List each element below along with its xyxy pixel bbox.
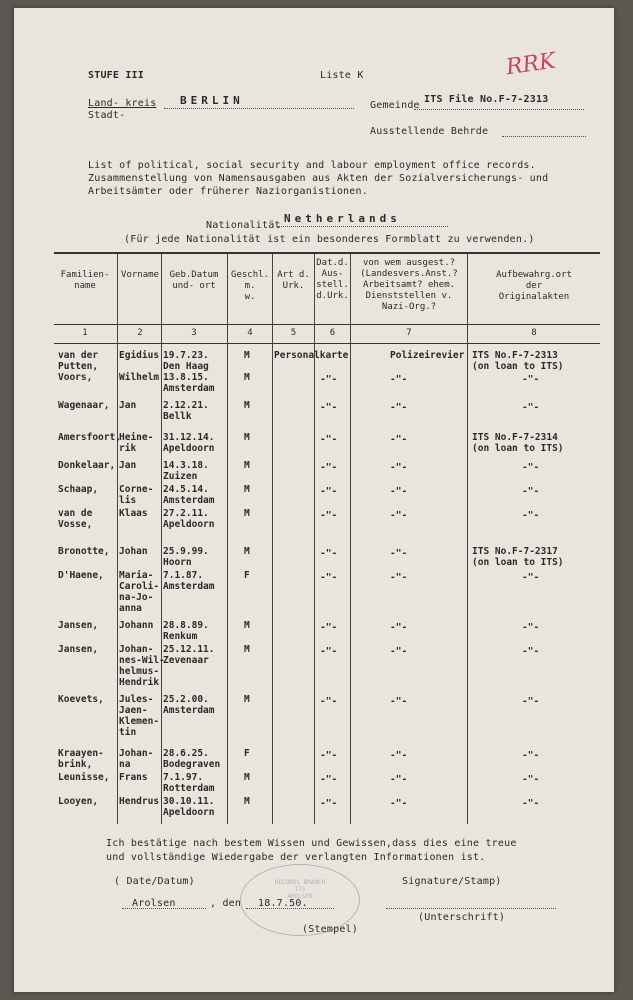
sex: M	[244, 350, 250, 361]
family-name	[58, 772, 109, 783]
birth-date-place	[163, 372, 214, 394]
header-line: Vorname	[121, 270, 159, 280]
family-name	[58, 694, 104, 705]
issued-by: -"-	[390, 510, 408, 521]
archive-location-line: -"-	[522, 646, 540, 657]
family-name	[58, 570, 104, 581]
birth-date-place-line: Rotterdam	[163, 783, 215, 794]
header-line: Aufbewahrg.ort	[496, 270, 572, 280]
family-name	[58, 484, 98, 495]
first-name-line: helmus-	[119, 666, 160, 677]
first-name	[119, 694, 159, 738]
first-name-line: rik	[119, 443, 137, 454]
first-name-line: Johann	[119, 620, 154, 631]
birth-date-place-line: 19.7.23.	[163, 350, 209, 361]
family-name	[58, 460, 115, 471]
col-number: 3	[191, 328, 197, 338]
issue-date: -"-	[320, 548, 338, 559]
birth-date-place-line: 30.10.11.	[163, 796, 215, 807]
birth-date-place	[163, 546, 209, 568]
sex: M	[244, 372, 250, 383]
place-line	[122, 908, 206, 909]
issue-date: -"-	[320, 434, 338, 445]
archive-location	[522, 462, 539, 473]
first-name-line: Johan	[119, 546, 148, 557]
col-divider-3	[227, 254, 228, 824]
family-name-line: D'Haene,	[58, 570, 104, 581]
birth-date-place-line: 31.12.14.	[163, 432, 215, 443]
issued-by: -"-	[390, 402, 408, 413]
birth-date-place	[163, 772, 214, 794]
archive-location	[472, 350, 564, 372]
first-name-line: tin	[119, 727, 137, 738]
family-name-line: Looyen,	[58, 796, 99, 807]
city-value: BERLIN	[180, 94, 244, 107]
sex: M	[244, 460, 250, 471]
birth-date-place-line: Hoorn	[163, 557, 192, 568]
birth-date-place	[163, 484, 214, 506]
unterschrift-label: (Unterschrift)	[418, 912, 506, 923]
header-line: Geb.Datum	[169, 270, 219, 280]
archive-location	[472, 432, 564, 454]
birth-date-place-line: Bellk	[163, 411, 192, 422]
document-page	[14, 8, 614, 992]
col-header-von-wem	[351, 258, 467, 313]
birth-date-place-line: 28.6.25.	[163, 748, 209, 759]
birth-date-place-line: Den Haag	[163, 361, 209, 372]
header-line: name	[74, 281, 96, 291]
col-divider-7	[467, 254, 468, 824]
family-name	[58, 748, 104, 770]
birth-date-place-line: Apeldoorn	[163, 443, 215, 454]
header-line: Dat.d.	[316, 258, 349, 268]
first-name-line: Jaen-	[119, 705, 148, 716]
family-name-line: brink,	[58, 759, 93, 770]
birth-date-place-line: Amsterdam	[163, 581, 215, 592]
signature-line	[386, 908, 556, 909]
archive-location-line: -"-	[522, 402, 540, 413]
intro-line-2: Zusammenstellung von Namensausgaben aus Akten der Sozialversicherungs- und	[88, 173, 549, 184]
first-name-line: Wilhelm	[119, 372, 160, 383]
sex: M	[244, 644, 250, 655]
birth-date-place-line: 24.5.14.	[163, 484, 209, 495]
signature-label: Signature/Stamp)	[402, 876, 502, 887]
stamp-text: AROLSEN	[287, 893, 313, 900]
issued-by: Polizeirevier	[390, 350, 465, 361]
place-value: Arolsen	[132, 898, 176, 909]
nationality-line	[278, 226, 448, 227]
sex: M	[244, 432, 250, 443]
stamp-text: ITS	[294, 886, 306, 893]
confirm-line-1: Ich bestätige nach bestem Wissen und Gewissen,dass dies eine treue	[106, 838, 517, 849]
birth-date-place-line: Amsterdam	[163, 495, 215, 506]
header-line: Urk.	[282, 281, 305, 291]
first-name	[119, 432, 153, 454]
family-name-line: Jansen,	[58, 620, 99, 631]
archive-location	[522, 774, 539, 785]
table-number-rule	[54, 343, 600, 344]
family-name	[58, 432, 121, 443]
gemeinde-line	[414, 109, 584, 110]
issue-date: -"-	[320, 374, 338, 385]
archive-location-line: -"-	[522, 622, 540, 633]
first-name-line: Jules-	[119, 694, 154, 705]
birth-date-place	[163, 508, 214, 530]
birth-date-place-line: 13.8.15.	[163, 372, 209, 383]
first-name-line: Frans	[119, 772, 148, 783]
archive-location-line: ITS No.F-7-2313	[472, 350, 558, 361]
family-name-line: Bronotte,	[58, 546, 110, 557]
stempel-label: (Stempel)	[302, 924, 358, 935]
birth-date-place-line: Apeldoorn	[163, 807, 215, 818]
issue-date: -"-	[320, 774, 338, 785]
archive-location-line: -"-	[522, 374, 540, 385]
archive-location	[472, 546, 564, 568]
issue-date: -"-	[320, 572, 338, 583]
first-name-line: Corne-	[119, 484, 154, 495]
col-number: 2	[137, 328, 143, 338]
intro-line-1: List of political, social security and labour employment office records.	[88, 160, 536, 171]
archive-location	[522, 510, 539, 521]
stamp-text: RECORDS BRANCH	[274, 879, 326, 886]
family-name	[58, 400, 109, 411]
land-kreis-label: Land- kreis	[88, 98, 157, 109]
birth-date-place-line: Zevenaar	[163, 655, 209, 666]
family-name	[58, 620, 98, 631]
date-value: 18.7.50.	[258, 898, 308, 909]
header-line: stell.	[316, 280, 349, 290]
stufe-label: STUFE III	[88, 70, 144, 81]
archive-location-line: -"-	[522, 486, 540, 497]
first-name-line: Hendrik	[119, 677, 160, 688]
archive-location-line: ITS No.F-7-2317	[472, 546, 558, 557]
document-type: Personalkarte	[274, 350, 349, 361]
archive-location	[522, 572, 539, 583]
first-name-line: na	[119, 759, 131, 770]
first-name	[119, 460, 136, 471]
archive-location-line: ITS No.F-7-2314	[472, 432, 558, 443]
first-name-line: Klemen-	[119, 716, 160, 727]
birth-date-place	[163, 796, 214, 818]
issue-date: -"-	[320, 486, 338, 497]
header-line: Aus-	[321, 269, 344, 279]
header-line: der	[525, 281, 543, 291]
birth-date-place	[163, 620, 209, 642]
archive-location-line: (on loan to ITS)	[472, 443, 564, 454]
family-name	[58, 372, 92, 383]
first-name	[119, 570, 159, 614]
archive-location-line: -"-	[522, 696, 540, 707]
nationality-note: (Für jede Nationalität ist ein besonderes Formblatt zu verwenden.)	[124, 234, 535, 245]
first-name-line: Johan-	[119, 644, 154, 655]
birth-date-place-line: Bodegraven	[163, 759, 221, 770]
col-number: 4	[247, 328, 253, 338]
birth-date-place	[163, 644, 214, 666]
family-name	[58, 508, 92, 530]
first-name-line: na-Jo-	[119, 592, 154, 603]
issued-by: -"-	[390, 462, 408, 473]
birth-date-place-line: 7.1.97.	[163, 772, 204, 783]
liste-label: Liste K	[320, 70, 364, 81]
col-header-geschlecht	[228, 270, 272, 303]
first-name-line: Johan-	[119, 748, 154, 759]
birth-date-place	[163, 400, 209, 422]
date-line	[246, 908, 334, 909]
issued-by: -"-	[390, 750, 408, 761]
archive-location	[522, 646, 539, 657]
first-name-line: Heine-	[119, 432, 154, 443]
first-name-line: Klaas	[119, 508, 148, 519]
ausstellende-label: Ausstellende Behrde	[370, 126, 489, 137]
family-name-line: Leunisse,	[58, 772, 110, 783]
archive-location	[522, 486, 539, 497]
archive-location	[522, 402, 539, 413]
first-name	[119, 484, 153, 506]
header-line: w.	[244, 292, 256, 302]
birth-date-place-line: 25.12.11.	[163, 644, 215, 655]
header-line: Originalakten	[498, 292, 570, 302]
handwritten-initials: RRK	[504, 48, 558, 81]
header-line: (Landesvers.Anst.?	[360, 269, 458, 279]
family-name-line: Wagenaar,	[58, 400, 110, 411]
confirm-line-2: und vollständige Wiedergabe der verlangten Informationen ist.	[106, 852, 486, 863]
birth-date-place-line: Amsterdam	[163, 383, 215, 394]
header-line: von wem ausgest.?	[362, 258, 456, 268]
family-name-line: Voors,	[58, 372, 93, 383]
archive-location	[522, 750, 539, 761]
birth-date-place	[163, 432, 214, 454]
archive-location	[522, 374, 539, 385]
col-header-geburtsdatum	[162, 270, 226, 292]
first-name	[119, 644, 165, 688]
family-name-line: Putten,	[58, 361, 99, 372]
first-name-line: lis	[119, 495, 137, 506]
archive-location-line: -"-	[522, 572, 540, 583]
first-name	[119, 400, 136, 411]
col-number: 1	[82, 328, 88, 338]
city-line	[164, 108, 354, 109]
archive-location-line: -"-	[522, 510, 540, 521]
issued-by: -"-	[390, 622, 408, 633]
sex: M	[244, 508, 250, 519]
issued-by: -"-	[390, 434, 408, 445]
issue-date: -"-	[320, 462, 338, 473]
its-file-number: ITS File No.F-7-2313	[424, 94, 549, 105]
col-header-familienname	[54, 270, 116, 292]
birth-date-place-line: 7.1.87.	[163, 570, 204, 581]
archive-location	[522, 696, 539, 707]
col-header-datum	[315, 258, 350, 302]
family-name-line: Schaap,	[58, 484, 99, 495]
header-line: Art d.	[277, 270, 310, 280]
family-name-line: van de	[58, 508, 93, 519]
col-number: 5	[290, 328, 297, 338]
issue-date: -"-	[320, 696, 338, 707]
first-name	[119, 372, 159, 383]
first-name-line: Hendrus	[119, 796, 160, 807]
archive-location	[522, 622, 539, 633]
sex: M	[244, 796, 250, 807]
birth-date-place-line: Renkum	[163, 631, 198, 642]
col-divider-2	[161, 254, 162, 824]
family-name-line: Koevets,	[58, 694, 104, 705]
sex: F	[244, 748, 250, 759]
birth-date-place-line: 25.9.99.	[163, 546, 209, 557]
den-label: , den	[210, 898, 242, 909]
archive-location-line: (on loan to ITS)	[472, 361, 564, 372]
header-line: Familien-	[60, 270, 110, 280]
col-number: 7	[406, 328, 412, 338]
sex: F	[244, 570, 250, 581]
first-name	[119, 620, 153, 631]
birth-date-place-line: Apeldoorn	[163, 519, 215, 530]
col-divider-1	[117, 254, 118, 824]
header-line: und- ort	[172, 281, 216, 291]
birth-date-place-line: Zuizen	[163, 471, 198, 482]
col-divider-4	[272, 254, 273, 824]
col-number: 6	[329, 328, 336, 338]
first-name	[119, 546, 148, 557]
nationality-label: Nationalität	[206, 220, 281, 231]
first-name-line: anna	[119, 603, 142, 614]
sex: M	[244, 484, 250, 495]
issue-date: -"-	[320, 402, 338, 413]
nationality-value: Netherlands	[284, 212, 401, 225]
family-name-line: Jansen,	[58, 644, 99, 655]
header-line: m.	[244, 281, 256, 291]
birth-date-place	[163, 570, 214, 592]
birth-date-place-line: 25.2.00.	[163, 694, 209, 705]
first-name-line: nes-Wil-	[119, 655, 165, 666]
sex: M	[244, 546, 250, 557]
first-name	[119, 796, 159, 807]
issued-by: -"-	[390, 774, 408, 785]
issued-by: -"-	[390, 798, 408, 809]
archive-location-line: (on loan to ITS)	[472, 557, 564, 568]
family-name-line: Donkelaar,	[58, 460, 116, 471]
family-name	[58, 546, 109, 557]
ausstellende-line	[502, 136, 586, 137]
family-name-line: van der	[58, 350, 99, 361]
header-line: Arbeitsamt? ehem.	[362, 280, 456, 290]
header-line: Geschl.	[231, 270, 269, 280]
header-line: d.Urk.	[316, 291, 349, 301]
family-name	[58, 796, 98, 807]
sex: M	[244, 620, 250, 631]
first-name	[119, 350, 159, 361]
issued-by: -"-	[390, 696, 408, 707]
archive-location-line: -"-	[522, 798, 540, 809]
date-label: ( Date/Datum)	[114, 876, 195, 887]
issue-date: -"-	[320, 646, 338, 657]
issued-by: -"-	[390, 646, 408, 657]
archive-location-line: -"-	[522, 750, 540, 761]
col-divider-6	[350, 254, 351, 824]
first-name-line: Jan	[119, 400, 137, 411]
family-name	[58, 644, 98, 655]
family-name-line: Vosse,	[58, 519, 93, 530]
issued-by: -"-	[390, 548, 408, 559]
issued-by: -"-	[390, 572, 408, 583]
archive-location-line: -"-	[522, 774, 540, 785]
col-divider-5	[314, 254, 315, 824]
stadt-label: Stadt-	[88, 110, 126, 121]
first-name	[119, 772, 148, 783]
first-name	[119, 748, 153, 770]
first-name-line: Maria-	[119, 570, 154, 581]
family-name-line: Kraayen-	[58, 748, 104, 759]
table-header-rule	[54, 324, 600, 325]
first-name-line: Caroli-	[119, 581, 160, 592]
header-line: Nazi-Org.?	[381, 302, 437, 312]
header-line: Dienststellen v.	[365, 291, 453, 301]
first-name	[119, 508, 148, 519]
issue-date: -"-	[320, 798, 338, 809]
gemeinde-label: Gemeinde	[370, 100, 420, 111]
issued-by: -"-	[390, 486, 408, 497]
birth-date-place-line: 2.12.21.	[163, 400, 209, 411]
issued-by: -"-	[390, 374, 408, 385]
col-header-vorname	[118, 270, 162, 281]
birth-date-place	[163, 350, 209, 372]
table-top-rule	[54, 252, 600, 254]
archive-location	[522, 798, 539, 809]
issue-date: -"-	[320, 510, 338, 521]
birth-date-place	[163, 748, 220, 770]
family-name	[58, 350, 98, 372]
sex: M	[244, 772, 250, 783]
birth-date-place-line: Amsterdam	[163, 705, 215, 716]
sex: M	[244, 694, 250, 705]
birth-date-place-line: 28.8.89.	[163, 620, 209, 631]
family-name-line: Amersfoort,	[58, 432, 121, 443]
sex: M	[244, 400, 250, 411]
issue-date: -"-	[320, 750, 338, 761]
archive-location-line: -"-	[522, 462, 540, 473]
first-name-line: Egidius	[119, 350, 160, 361]
issue-date: -"-	[320, 622, 338, 633]
col-number: 8	[531, 328, 537, 338]
intro-line-3: Arbeitsämter oder früherer Naziorganistionen.	[88, 186, 368, 197]
birth-date-place-line: 14.3.18.	[163, 460, 209, 471]
first-name-line: Jan	[119, 460, 137, 471]
col-header-aufbewahrung	[468, 270, 600, 303]
birth-date-place-line: 27.2.11.	[163, 508, 209, 519]
birth-date-place	[163, 694, 214, 716]
birth-date-place	[163, 460, 209, 482]
col-header-art	[273, 270, 314, 292]
